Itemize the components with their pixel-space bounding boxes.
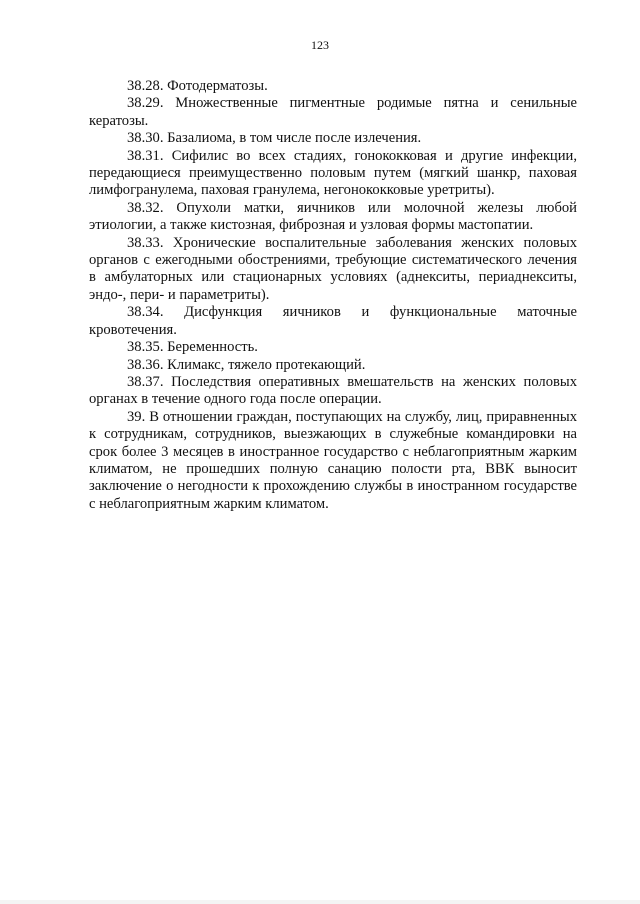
paragraph-39: 39. В отношении граждан, поступающих на службу, лиц, приравненных к сотрудникам, сотрудников, выезжающих в служебные командировки на срок более 3 месяцев в иностранное государство с неблагоприятным жарким климатом, не прошедших полную санацию полости рта, ВВК выносит заключение о негодности к прохождению службы в иностранном государстве с неблагоприятным жарким климатом.	[89, 408, 577, 512]
page-number: 123	[311, 38, 329, 52]
paragraph-38-34: 38.34. Дисфункция яичников и функциональные маточные кровотечения.	[89, 304, 577, 338]
page-bottom-edge	[0, 900, 640, 904]
paragraph-38-28: 38.28. Фотодерматозы.	[127, 78, 268, 94]
paragraph-38-35: 38.35. Беременность.	[127, 339, 258, 356]
paragraph-38-32: 38.32. Опухоли матки, яичников или молочной железы любой этиологии, а также кистозная, фиброзная и узловая формы мастопатии.	[89, 199, 577, 234]
paragraph-38-37: 38.37. Последствия оперативных вмешательств на женских половых органах в течение одного года после операции.	[89, 373, 577, 408]
paragraph-38-36: 38.36. Климакс, тяжело протекающий.	[127, 356, 366, 373]
paragraph-38-33: 38.33. Хронические воспалительные заболевания женских половых органов с ежегодными обострениями, требующие систематического лечения в амбулаторных или стационарных условиях (аднекситы, периаднекситы, эндо-, пери- и параметриты).	[89, 234, 577, 303]
paragraph-38-30: 38.30. Базалиома, в том числе после излечения.	[127, 130, 422, 147]
paragraph-38-31: 38.31. Сифилис во всех стадиях, гонококковая и другие инфекции, передающиеся преимущественно половым путем (мягкий шанкр, паховая лимфогранулема, паховая гранулема, негонококковые уретриты).	[89, 147, 577, 199]
document-body	[89, 78, 577, 513]
paragraph-38-29: 38.29. Множественные пигментные родимые пятна и сенильные кератозы.	[89, 95, 577, 129]
